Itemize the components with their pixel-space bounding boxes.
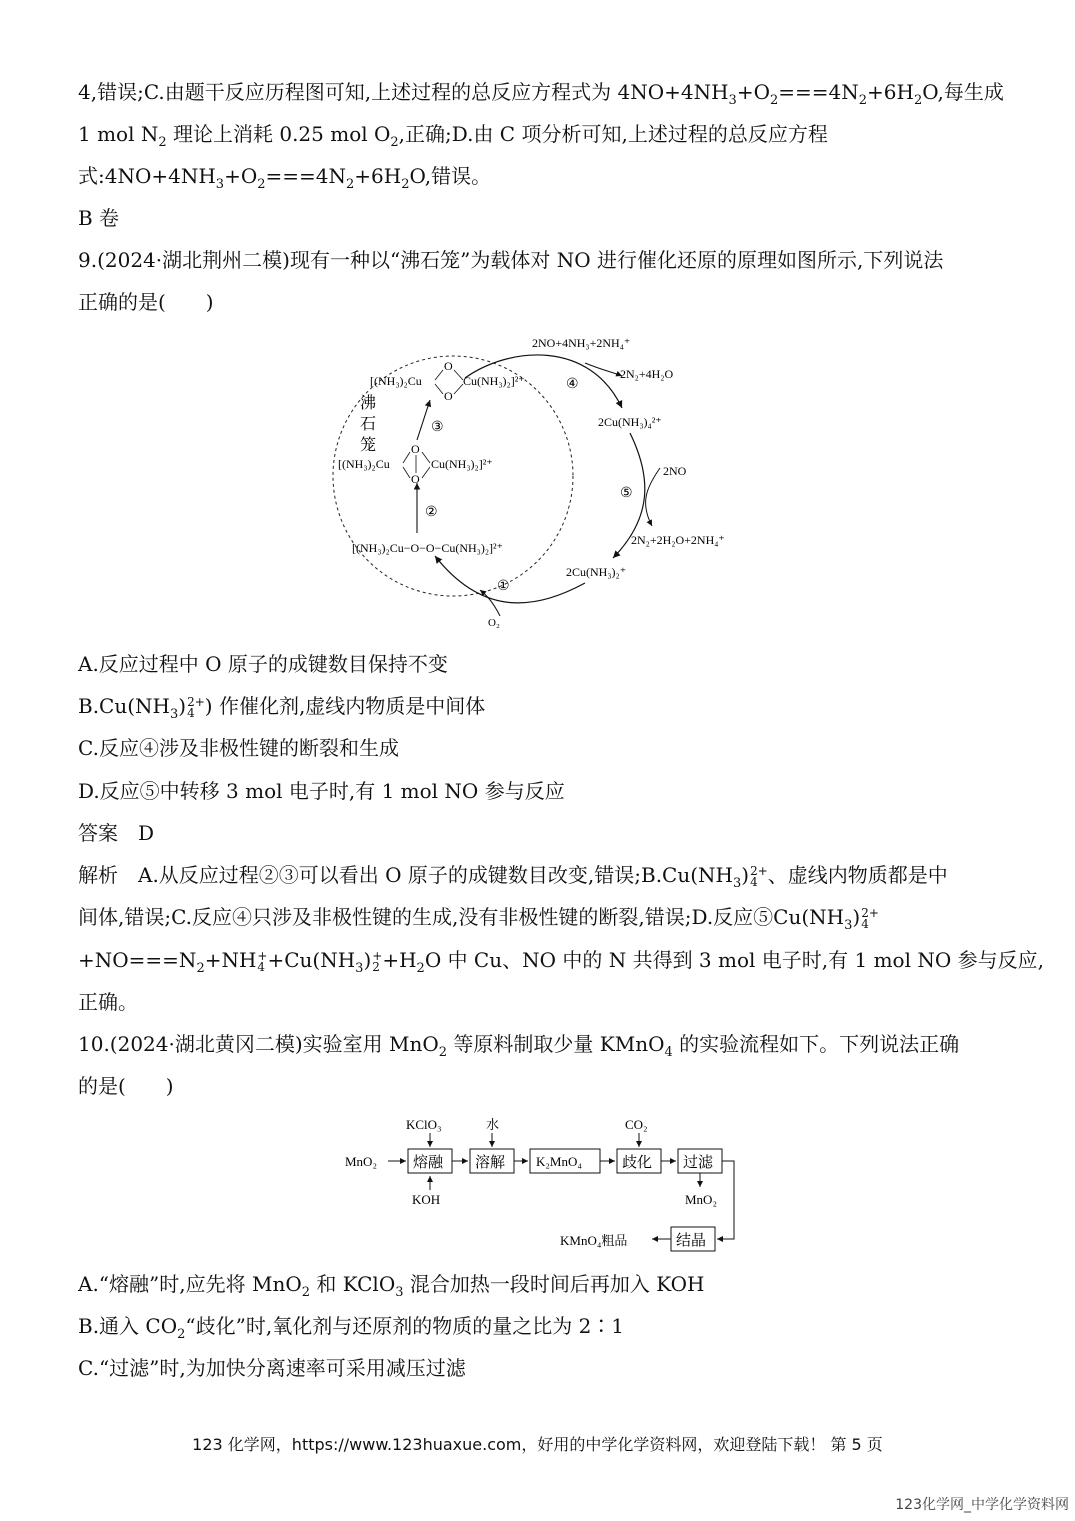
svg-text:歧化: 歧化 (622, 1155, 653, 1171)
q9-stem-line-2: 正确的是( ) (78, 290, 214, 314)
mid-complex-right: Cu(NH₃)₂]²⁺ (431, 457, 493, 471)
watermark: 123化学网_中学化学资料网 (895, 1497, 1069, 1513)
prev-answer-line-3: 式$:4NO+4NH_3+O_2===4N_2+6H_2O$,错误。 (78, 164, 492, 192)
species-b: 2Cu(NH₃)₂⁺ (566, 565, 627, 579)
top-complex-o-lower: O (444, 389, 453, 403)
q9-option-a: A.反应过程中 O 原子的成键数目保持不变 (78, 652, 448, 676)
zeolite-label-3: 笼 (360, 437, 377, 454)
svg-text:溶解: 溶解 (475, 1155, 506, 1171)
q9-answer: 答案 D (78, 821, 155, 845)
q9-explanation-line-1: 解析 A.从反应过程②③可以看出 O 原子的成键数目改变,错误$;B.Cu(NH_3)$ 2+ 4 、虚线内物质都是中 (78, 863, 948, 891)
zeolite-label-1: 沸 (360, 395, 377, 412)
svg-text:结晶: 结晶 (676, 1233, 707, 1249)
species-a: 2Cu(NH₃)₄²⁺ (598, 415, 662, 429)
product-5: 2N₂+2H₂O+2NH₄⁺ (631, 533, 725, 547)
q10-option-b: B.通入 $CO_2“$歧化”时,氧化剂与还原剂的物质的量之比为 2∶1 (78, 1314, 625, 1342)
side-arrow-4 (585, 363, 622, 376)
q10-option-a: A.“熔融”时,应先将 MnO$_2$ 和 KClO$_3$ 混合加热一段时间后再加入 KOH (78, 1272, 705, 1300)
q10-stem-line-1: 10.(2024·湖北黄冈二模)实验室用 MnO$_2$ 等原料制取少量 KMnO$_4$ 的实验流程如下。下列说法正确 (78, 1032, 960, 1060)
zeolite-label-2: 石 (360, 416, 377, 433)
q9-stem-line-1: 9.(2024·湖北荆州二模)现有一种以“沸石笼”为载体对 NO 进行催化还原的原理如图所示,下列说法 (78, 248, 944, 272)
product-4: 2N₂+4H₂O (620, 367, 674, 381)
bottom-complex: [(NH₃)₂Cu−O−O−Cu(NH₃)₂]²⁺ (352, 541, 503, 555)
step-3-label: ③ (431, 420, 444, 435)
q9-option-b: $B.Cu(NH_3)$ 2+ 4 ) 作催化剂,虚线内物质是中间体 (78, 694, 486, 722)
mid-complex-left: [(NH₃)₂Cu (338, 457, 390, 471)
flow-mno2-out: MnO₂ (685, 1192, 717, 1207)
q10-flow-diagram (340, 1112, 750, 1257)
flow-product: KMnO₄粗品 (560, 1233, 628, 1248)
svg-text:过滤: 过滤 (683, 1155, 714, 1171)
mid-complex-o-lower: O (411, 472, 420, 486)
flow-kclo3: KClO₃ (406, 1117, 442, 1132)
svg-text:K₂MnO₄: K₂MnO₄ (536, 1154, 582, 1169)
flow-koh: KOH (412, 1192, 441, 1207)
flow-water: 水 (486, 1117, 500, 1132)
flow-co2: CO₂ (625, 1117, 648, 1132)
q9-reaction-diagram (330, 328, 760, 633)
top-complex-o-upper: O (444, 359, 453, 373)
q9-explanation-line-3: $+NO===N_2+NH$ + 4 $+Cu(NH_3)$ + 2 $+H_2O$ 中 Cu、NO 中的 N 共得到 3 mol 电子时,有 1 mol NO 参与反应, (78, 948, 1044, 976)
zeolite-cage-outline (333, 356, 573, 596)
step-2-label: ② (425, 505, 438, 520)
svg-text:熔融: 熔融 (413, 1155, 444, 1171)
side-arrow-5 (646, 468, 660, 526)
step-1-label: ① (497, 579, 510, 594)
section-heading: B 卷 (78, 206, 120, 230)
q10-option-c: C.“过滤”时,为加快分离速率可采用减压过滤 (78, 1356, 466, 1380)
mid-complex-o-upper: O (411, 442, 420, 456)
step-5-label: ⑤ (620, 486, 633, 501)
prev-answer-line-2: 1 mol $N_2$ 理论上消耗 0.25 mol $O_2$,正确;D.由 C 项分析可知,上述过程的总反应方程 (78, 122, 828, 150)
step-4-label: ④ (566, 377, 579, 392)
o2-label: O₂ (488, 617, 500, 629)
cycle-arrow-1 (435, 556, 585, 603)
top-complex-left: [(NH₃)₂Cu (370, 374, 422, 388)
arrow-step-3 (417, 400, 430, 440)
flow-mno2-in: MnO₂ (345, 1154, 377, 1169)
reactant-5: 2NO (663, 464, 687, 478)
top-complex-right: Cu(NH₃)₂]²⁺ (463, 374, 525, 388)
q9-option-c: C.反应④涉及非极性键的断裂和生成 (78, 736, 399, 760)
prev-answer-line-1: 4,错误;C.由题干反应历程图可知,上述过程的总反应方程式为 $4NO+4NH_3+O_2===4N_2+6H_2O$,每生成 (78, 80, 1004, 108)
q9-explanation-line-4: 正确。 (78, 990, 138, 1014)
q10-stem-line-2: 的是( ) (78, 1074, 174, 1098)
reactant-4: 2NO+4NH₃+2NH₄⁺ (532, 336, 631, 350)
q9-explanation-line-2: 间体,错误;C.反应④只涉及非极性键的生成,没有非极性键的断裂,错误;D.反应$⑤Cu(NH_3)$ 2+ 4 (78, 905, 879, 933)
page-footer: 123 化学网，https://www.123huaxue.com，好用的中学化学资料网，欢迎登陆下载！ 第 5 页 (192, 1435, 883, 1454)
q9-option-d: D.反应⑤中转移 3 mol 电子时,有 1 mol NO 参与反应 (78, 779, 565, 803)
